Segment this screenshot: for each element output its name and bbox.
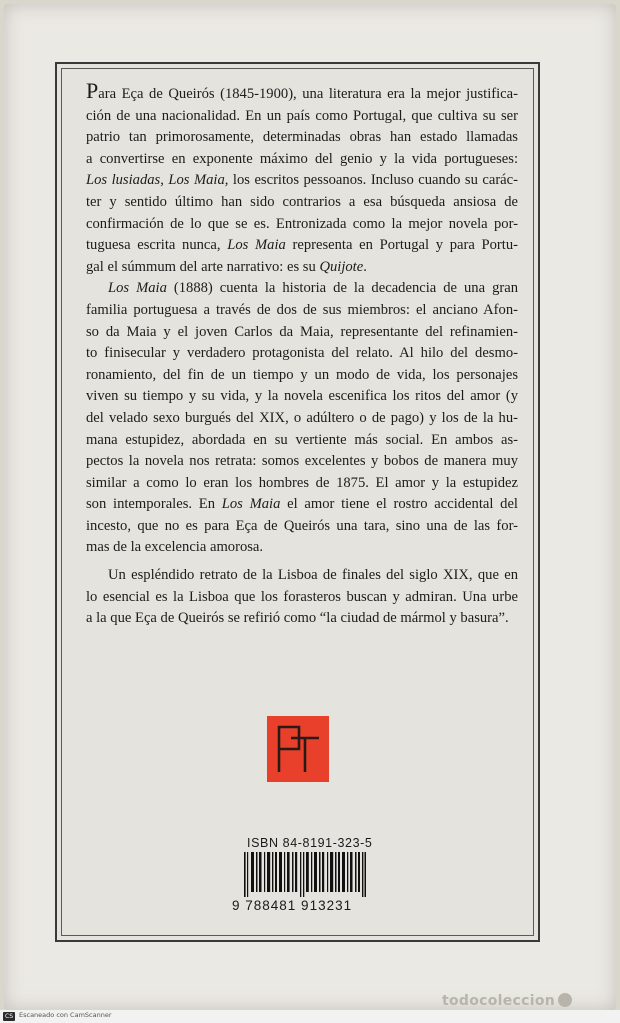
p2-line-3: so da Maia y el joven Carlos da Maia, representante del refinamien- — [86, 323, 518, 340]
p2-line-9: pectos la novela nos retrata: somos excelentes y bobos de manera muy — [86, 453, 518, 470]
p1-line-2: ción de una nacionalidad. En un país como Portugal, que cultiva su ser — [86, 107, 518, 124]
camscanner-label: Escaneado con CamScanner — [19, 1011, 112, 1019]
p2-line-1: Los Maia (1888) cuenta la historia de la decadencia de una gran — [108, 280, 518, 297]
p1-line-9: gal el súmmum del arte narrativo: es su Quijote. — [86, 258, 367, 275]
p1-line-5: Los lusiadas, Los Maia, los escritos pessoanos. Incluso cuando su carác- — [86, 172, 519, 189]
p1-line-1: Para Eça de Queirós (1845-1900), una literatura era la mejor justifica- — [86, 78, 518, 103]
p2-line-12: incesto, que no es para Eça de Queirós una tara, sino una de las for- — [86, 517, 518, 534]
p2-line-4: to finisecular y verdadero protagonista del relato. Al hilo del desmo- — [86, 345, 518, 362]
p1-line-4: a convertirse en exponente máximo del genio y la vida portugueses: — [86, 150, 518, 167]
publisher-logo — [267, 716, 329, 782]
drop-cap: P — [86, 78, 99, 103]
p2-line-6: viven su tiempo y su vida, y la novela escenifica los ritos del amor (y — [86, 388, 518, 405]
p1-line-7: confirmación de lo que se es. Entronizada como la mejor novela por- — [86, 215, 518, 232]
publisher-logo-pt-icon — [267, 716, 329, 782]
watermark-dot-icon — [558, 993, 572, 1007]
p1-line-6: ter y sentido último han sido contrarios a esa búsqueda ansiosa de — [86, 193, 518, 210]
p1-line-3: patrio tan primorosamente, determinadas obras han estado llamadas — [86, 129, 518, 146]
p1-line-8: tuguesa escrita nunca, Los Maia representa en Portugal y para Portu- — [86, 237, 519, 254]
synopsis-text — [86, 78, 519, 630]
p3-line-2: lo esencial es la Lisboa que los forasteros buscan y admiran. Una urbe — [86, 588, 518, 605]
p2-line-10: similar a como lo eran los hombres de 1875. El amor y la estupidez — [86, 474, 518, 491]
watermark — [442, 993, 572, 1009]
p2-line-13: mas de la excelencia amorosa. — [86, 539, 264, 556]
p2-line-8: mana estupidez, abordada en su vertiente más social. En ambos as- — [86, 431, 518, 448]
p2-line-11: son intemporales. En Los Maia el amor tiene el rostro accidental del — [86, 496, 518, 513]
p2-line-5: ronamiento, del fin de un tiempo y un modo de vida, los personajes — [86, 366, 518, 383]
p2-line-2: familia portuguesa a través de dos de sus miembros: el anciano Afon- — [86, 301, 518, 318]
isbn-label: ISBN 84-8191-323-5 — [247, 836, 373, 850]
p2-line-7: del velado sexo burgués del XIX, o adúltero o de pago) y los de la hu- — [86, 409, 518, 426]
camscanner-logo: CS — [5, 1013, 13, 1020]
p3-line-1: Un espléndido retrato de la Lisboa de finales del siglo XIX, que en — [108, 567, 518, 584]
barcode-icon — [244, 852, 366, 897]
watermark-text: todocoleccion — [442, 993, 556, 1009]
p3-line-3: a la que Eça de Queirós se refirió como “la ciudad de mármol y basura”. — [86, 610, 509, 627]
barcode-digits: 9 788481 913231 — [232, 898, 353, 913]
